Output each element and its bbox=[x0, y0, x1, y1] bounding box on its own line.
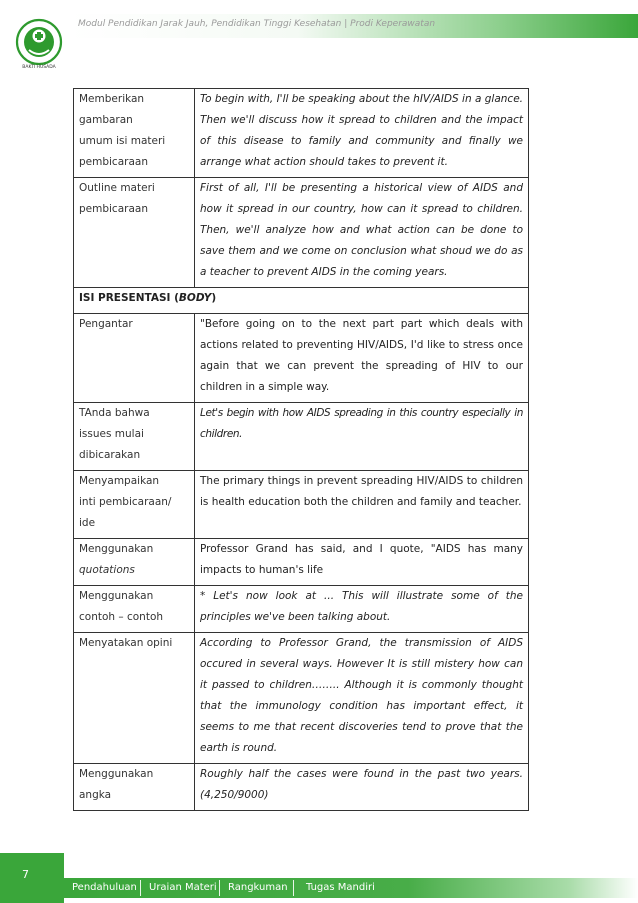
nav-divider bbox=[140, 880, 141, 896]
header-title: Modul Pendidikan Jarak Jauh, Pendidikan Tinggi Kesehatan | Prodi Keperawatan bbox=[78, 19, 436, 29]
table-row bbox=[74, 89, 529, 178]
row-label: Menggunakan quotations bbox=[74, 539, 195, 586]
row-label: Menyampaikan inti pembicaraan/ ide bbox=[74, 471, 195, 539]
nav-divider bbox=[219, 880, 220, 896]
nav-pendahuluan[interactable]: Pendahuluan bbox=[72, 882, 137, 893]
presentation-table bbox=[73, 88, 529, 811]
row-content: Let's begin with how AIDS spreading in this country especially in children. bbox=[195, 403, 529, 471]
page-number-box bbox=[0, 853, 64, 903]
row-label: Menyatakan opini bbox=[74, 633, 195, 764]
table-row bbox=[74, 539, 529, 586]
nav-rangkuman[interactable]: Rangkuman bbox=[228, 882, 288, 893]
logo-text: BAKTI HUSADA bbox=[22, 65, 56, 70]
table-row bbox=[74, 178, 529, 288]
row-label: Outline materi pembicaraan bbox=[74, 178, 195, 288]
row-label: Memberikan gambaran umum isi materi pembicaraan bbox=[74, 89, 195, 178]
row-content: According to Professor Grand, the transmission of AIDS occured in several ways. However It is still mistery how can it passed to children…….. Although it is commonly thought that the immunology condition has important effect, it seems to me that recent discoveries tend to prove that the earth is round. bbox=[195, 633, 529, 764]
row-content: "Before going on to the next part part which deals with actions related to preventing HIV/AIDS, I'd like to stress once again that we can prevent the spreading of HIV to our children in a simple way. bbox=[195, 314, 529, 403]
nav-tugas-mandiri[interactable]: Tugas Mandiri bbox=[306, 882, 375, 893]
row-content: To begin with, I'll be speaking about the hIV/AIDS in a glance. Then we'll discuss how it spread to children and the impact of this disease to family and community and finally we arrange what action should takes to prevent it. bbox=[195, 89, 529, 178]
table-row bbox=[74, 586, 529, 633]
page-number: 7 bbox=[22, 868, 29, 881]
row-content: * Let's now look at ... This will illustrate some of the principles we've been talking about. bbox=[195, 586, 529, 633]
nav-uraian-materi[interactable]: Uraian Materi bbox=[149, 882, 217, 893]
row-label: Pengantar bbox=[74, 314, 195, 403]
section-header-row bbox=[74, 288, 529, 314]
row-label: Menggunakan angka bbox=[74, 764, 195, 811]
row-content: Roughly half the cases were found in the past two years. (4,250/9000) bbox=[195, 764, 529, 811]
row-label: TAnda bahwa issues mulai dibicarakan bbox=[74, 403, 195, 471]
nav-divider bbox=[293, 880, 294, 896]
row-content: First of all, I'll be presenting a historical view of AIDS and how it spread in our country, how can it spread to children. Then, we'll analyze how and what action can be done to save them and we come on conclusion what shoud we do as a teacher to prevent AIDS in the coming years. bbox=[195, 178, 529, 288]
table-row bbox=[74, 314, 529, 403]
row-content: The primary things in prevent spreading HIV/AIDS to children is health education both the children and family and teacher. bbox=[195, 471, 529, 539]
row-content: Professor Grand has said, and I quote, "AIDS has many impacts to human's life bbox=[195, 539, 529, 586]
row-label: Menggunakan contoh – contoh bbox=[74, 586, 195, 633]
table-row bbox=[74, 633, 529, 764]
table-row bbox=[74, 471, 529, 539]
table-row bbox=[74, 764, 529, 811]
table-row bbox=[74, 403, 529, 471]
kemenkes-logo bbox=[14, 6, 64, 78]
section-title: ISI PRESENTASI (BODY) bbox=[74, 288, 529, 314]
